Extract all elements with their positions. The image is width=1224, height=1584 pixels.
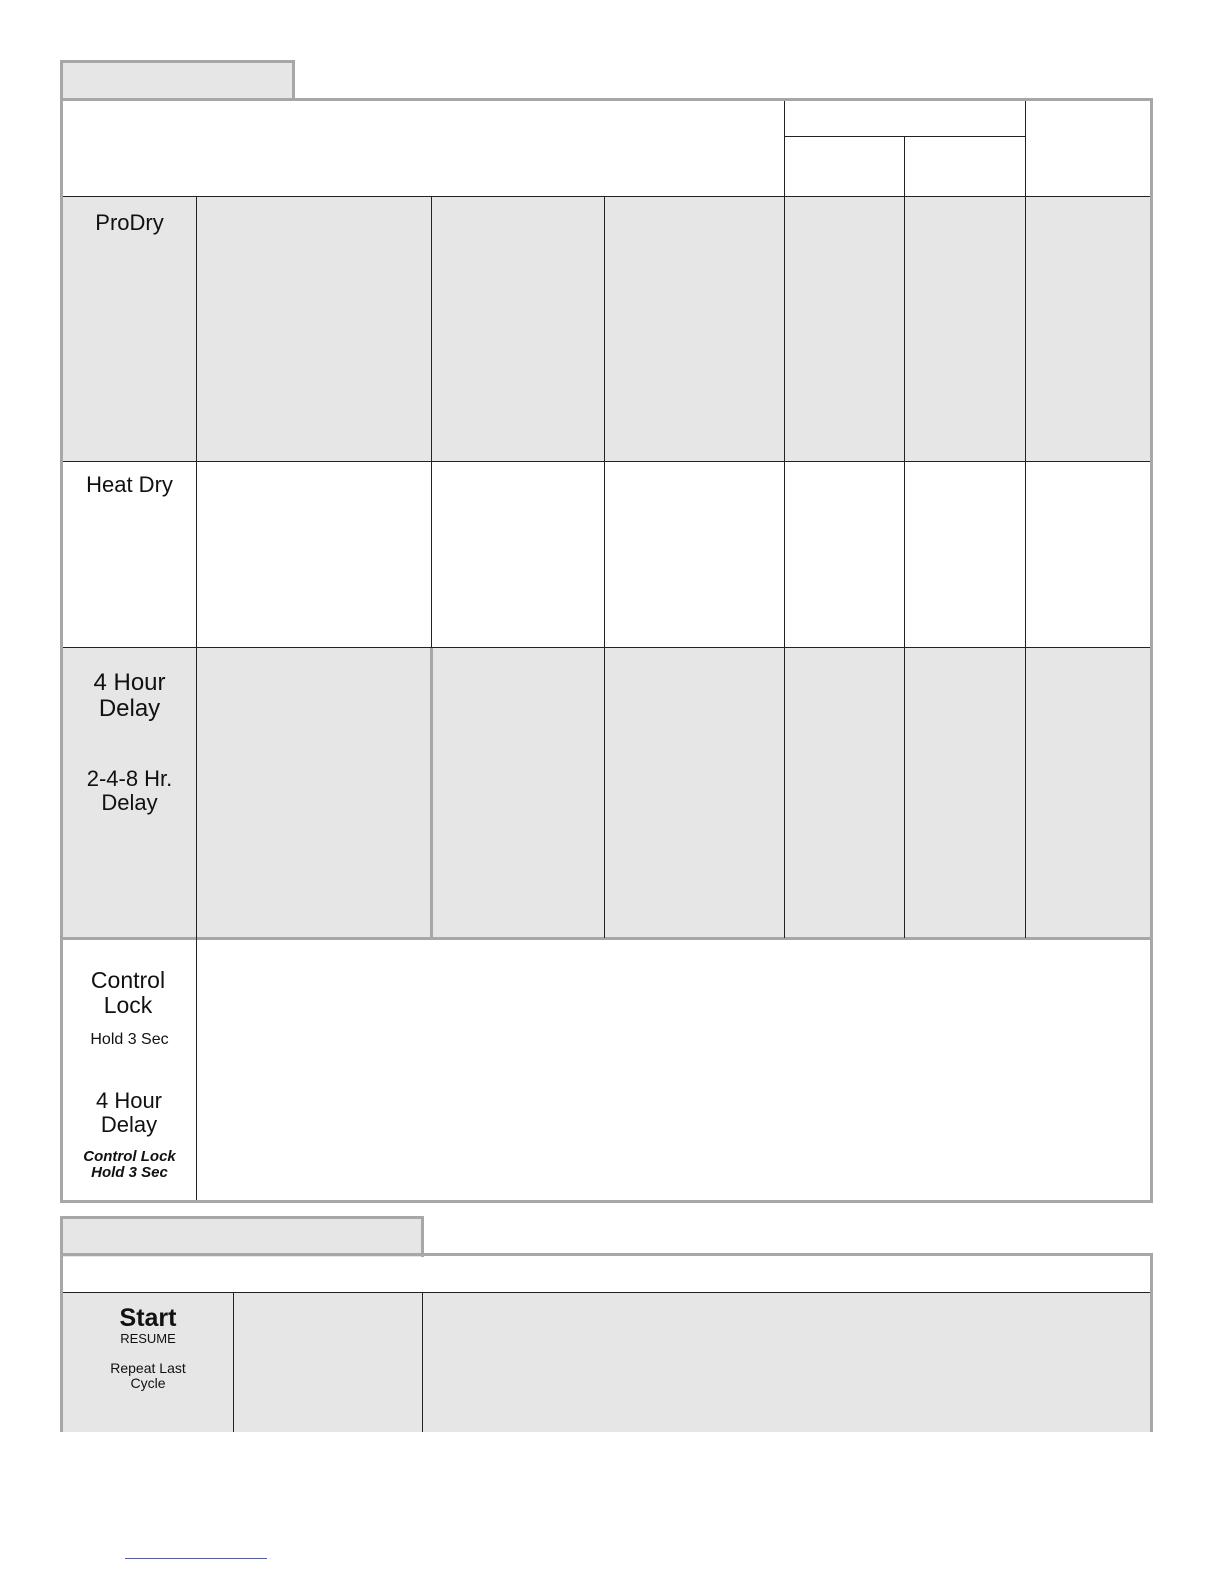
row-delay-bg (63, 648, 1150, 938)
row-prodry-bg (63, 197, 1150, 461)
row-label-prodry: ProDry (95, 210, 164, 235)
start-label: Start (119, 1304, 177, 1332)
repeat-last-cycle-label: Repeat Last Cycle (110, 1360, 186, 1392)
row-sub-hold-3-sec: Hold 3 Sec (90, 1031, 169, 1048)
row-sub-control-lock-hold: Control Lock Hold 3 Sec (83, 1148, 176, 1182)
section-tab-2 (60, 1216, 424, 1257)
section-tab-1 (60, 60, 295, 101)
resume-label: RESUME (120, 1331, 176, 1346)
row-label-4-hour-delay: 4 Hour Delay (93, 669, 166, 722)
row-label-heat-dry: Heat Dry (86, 472, 173, 497)
footer-link[interactable] (125, 1558, 267, 1559)
row-label-control-lock: Control Lock (90, 967, 166, 1018)
row-label-4-hour-delay-2: 4 Hour Delay (95, 1088, 163, 1137)
row-label-2-4-8-delay: 2-4-8 Hr. Delay (86, 766, 173, 815)
